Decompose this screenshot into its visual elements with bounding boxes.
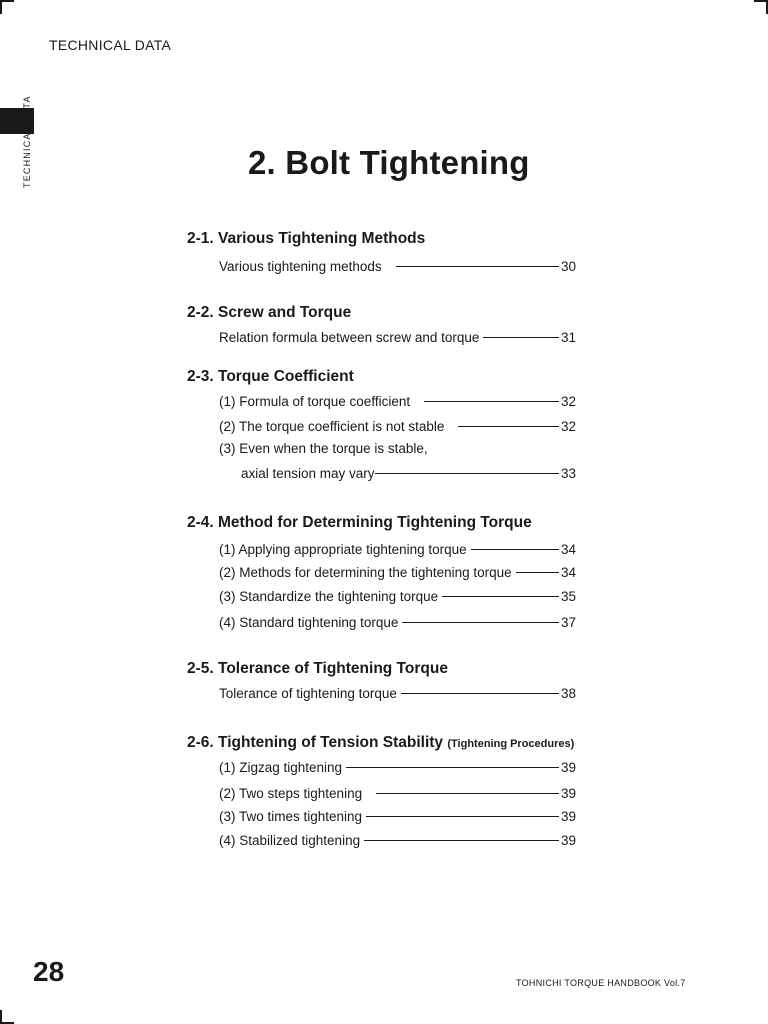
leader-line: [346, 767, 559, 768]
entry-page: 32: [560, 393, 576, 409]
toc-entry[interactable]: [219, 563, 576, 581]
entry-label: Various tightening methods: [219, 258, 382, 274]
entry-page: 37: [560, 614, 576, 630]
entry-label: (1) Applying appropriate tightening torque: [219, 541, 467, 557]
entry-label: (1) Zigzag tightening: [219, 759, 343, 775]
entry-label: (2) Two steps tightening: [219, 785, 363, 801]
entry-label: Tolerance of tightening torque: [219, 685, 397, 701]
running-header: TECHNICAL DATA: [49, 37, 172, 53]
entry-label: Relation formula between screw and torque: [219, 329, 480, 345]
leader-line: [471, 549, 559, 550]
leader-line: [375, 473, 559, 474]
toc-entry[interactable]: [219, 392, 576, 410]
entry-label: (4) Standard tightening torque: [219, 614, 399, 630]
toc-entry[interactable]: [219, 784, 576, 802]
entry-label: (2) Methods for determining the tightening torque: [219, 564, 512, 580]
leader-line: [376, 793, 559, 794]
entry-page: 30: [560, 258, 576, 274]
crop-mark-top-right: [754, 0, 768, 14]
entry-page: 34: [560, 564, 576, 580]
leader-line: [366, 816, 559, 817]
leader-line: [458, 426, 559, 427]
toc-entry[interactable]: [219, 684, 576, 702]
toc-entry[interactable]: [219, 807, 576, 825]
leader-line: [401, 693, 559, 694]
toc-section-2-2: [187, 304, 577, 322]
toc-entry[interactable]: [219, 613, 576, 631]
leader-line: [364, 840, 559, 841]
leader-line: [396, 266, 559, 267]
entry-label: (4) Stabilized tightening: [219, 832, 361, 848]
section-heading: 2-1. Various Tightening Methods: [187, 230, 426, 247]
toc-entry-continuation[interactable]: [241, 464, 576, 482]
toc-entry[interactable]: [219, 328, 576, 346]
toc-section-2-3: [187, 368, 577, 386]
entry-label: (3) Two times tightening: [219, 808, 363, 824]
toc-entry[interactable]: [219, 758, 576, 776]
crop-mark-top-left: [0, 0, 14, 14]
toc-section-2-1: [187, 230, 577, 248]
toc-entry[interactable]: [219, 257, 576, 275]
entry-page: 33: [560, 465, 576, 481]
section-heading-text: 2-6. Tightening of Tension Stability: [187, 734, 444, 751]
leader-line: [516, 572, 559, 573]
entry-label: (2) The torque coefficient is not stable: [219, 418, 445, 434]
entry-page: 39: [560, 759, 576, 775]
toc-section-2-6: [187, 734, 577, 752]
entry-page: 32: [560, 418, 576, 434]
section-heading: 2-2. Screw and Torque: [187, 304, 352, 321]
entry-page: 31: [560, 329, 576, 345]
entry-label: (1) Formula of torque coefficient: [219, 393, 411, 409]
section-heading: [187, 734, 577, 752]
leader-line: [483, 337, 559, 338]
toc-entry[interactable]: [219, 587, 576, 605]
toc-entry[interactable]: [219, 417, 576, 435]
leader-line: [442, 596, 559, 597]
entry-page: 35: [560, 588, 576, 604]
section-heading: 2-3. Torque Coefficient: [187, 368, 354, 385]
crop-mark-bottom-left: [0, 1010, 14, 1024]
section-heading-note: (Tightening Procedures): [447, 738, 575, 750]
side-tab-label: TECHNICAL DATA: [22, 95, 32, 188]
toc-section-2-4: [187, 514, 577, 532]
leader-line: [402, 622, 559, 623]
publication-footer: TOHNICHI TORQUE HANDBOOK Vol.7: [516, 978, 686, 988]
page-title: 2. Bolt Tightening: [248, 144, 530, 181]
entry-label: axial tension may vary: [241, 465, 375, 481]
entry-page: 34: [560, 541, 576, 557]
entry-page: 39: [560, 785, 576, 801]
entry-page: 39: [560, 808, 576, 824]
toc-entry[interactable]: [219, 540, 576, 558]
toc-section-2-5: [187, 660, 577, 678]
toc-entry-first-line[interactable]: (3) Even when the torque is stable,: [219, 441, 428, 456]
toc-entry[interactable]: [219, 831, 576, 849]
entry-label: (3) Standardize the tightening torque: [219, 588, 439, 604]
leader-line: [424, 401, 559, 402]
section-heading: 2-5. Tolerance of Tightening Torque: [187, 660, 448, 677]
entry-page: 39: [560, 832, 576, 848]
entry-page: 38: [560, 685, 576, 701]
section-heading: 2-4. Method for Determining Tightening Torque: [187, 514, 532, 531]
page-number: 28: [33, 956, 65, 987]
